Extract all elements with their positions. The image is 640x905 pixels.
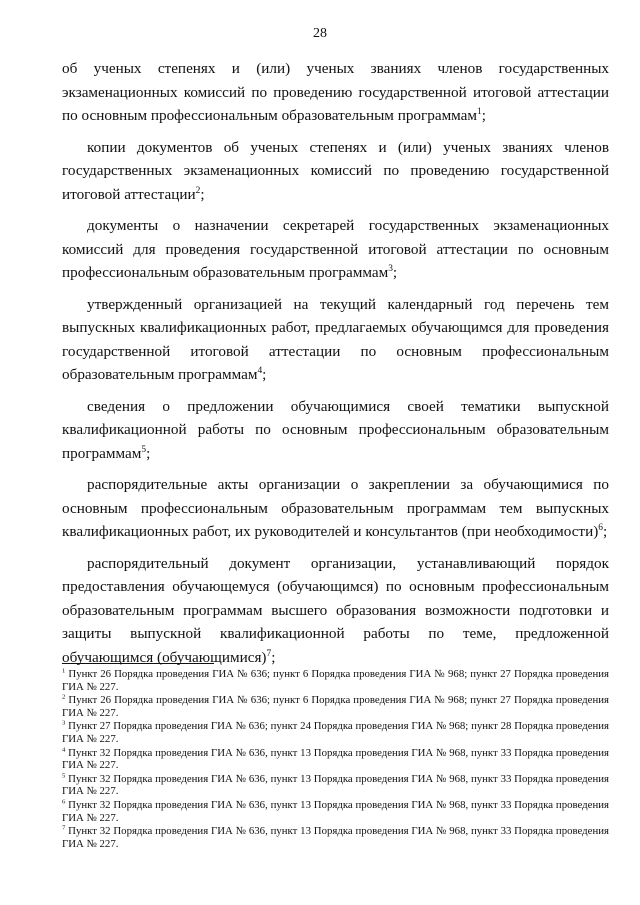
paragraph-tail: ; <box>200 185 205 203</box>
footnote-2 <box>62 694 609 719</box>
main-text <box>62 57 609 677</box>
footnote-ref: 5 <box>141 444 147 455</box>
footnote-mark: 2 <box>62 693 66 701</box>
footnote-ref: 1 <box>477 106 482 117</box>
paragraph-2 <box>62 136 609 207</box>
footnote-text: Пункт 26 Порядка проведения ГИА № 636; пункт 6 Порядка проведения ГИА № 968; пункт 27 Порядка проведения ГИА № 227. <box>62 668 609 693</box>
footnotes <box>62 668 609 851</box>
paragraph-1 <box>62 57 609 128</box>
paragraph-text: сведения о предложении обучающимися своей тематики выпускной квалификационной работы по основным профессиональным образовательным программам <box>62 397 609 462</box>
paragraph-tail: ; <box>262 366 267 383</box>
footnote-text: Пункт 26 Порядка проведения ГИА № 636; пункт 6 Порядка проведения ГИА № 968; пункт 27 Порядка проведения ГИА № 227. <box>62 694 609 719</box>
footnote-mark: 1 <box>62 667 66 675</box>
footnote-text: Пункт 32 Порядка проведения ГИА № 636, пункт 13 Порядка проведения ГИА № 968, пункт 33 Порядка проведения ГИА № 227. <box>62 798 609 824</box>
footnote-ref: 6 <box>598 522 603 533</box>
footnote-mark: 4 <box>62 745 66 753</box>
footnote-ref: 4 <box>257 365 263 376</box>
paragraph-text: документы о назначении секретарей государственных экзаменационных комиссий для проведения государственной итоговой аттестации по основным профессиональным образовательным программам <box>62 217 609 281</box>
footnote-text: Пункт 27 Порядка проведения ГИА № 636; пункт 24 Порядка проведения ГИА № 968; пункт 28 Порядка проведения ГИА № 227. <box>62 720 610 745</box>
paragraph-text: утвержденный организацией на текущий календарный год перечень тем выпускных квалификационных работ, предлагаемых обучающимся для проведения государственной итоговой аттестации по основным профессиональным образовательным программам <box>62 295 609 383</box>
footnote-mark: 7 <box>62 824 66 832</box>
footnote-1 <box>62 668 609 693</box>
footnote-text: Пункт 32 Порядка проведения ГИА № 636, пункт 13 Порядка проведения ГИА № 968, пункт 33 Порядка проведения ГИА № 227. <box>62 772 609 798</box>
paragraph-tail: ; <box>271 648 276 666</box>
footnote-ref: 2 <box>195 185 201 196</box>
footnote-text: Пункт 32 Порядка проведения ГИА № 636, пункт 13 Порядка проведения ГИА № 968, пункт 33 Порядка проведения ГИА № 227. <box>62 746 609 772</box>
paragraph-5 <box>62 395 609 466</box>
page-number: 28 <box>313 26 327 41</box>
footnote-ref: 3 <box>388 263 393 274</box>
footnote-3 <box>62 720 609 745</box>
paragraph-6 <box>62 473 609 544</box>
footnote-5 <box>62 773 609 798</box>
paragraph-text: копии документов об ученых степенях и (или) ученых званиях членов государственных экзаменационных комиссий по проведению государственной итоговой аттестации <box>62 138 609 203</box>
footnote-6 <box>62 799 609 824</box>
paragraph-3 <box>62 214 609 285</box>
paragraph-7 <box>62 552 609 670</box>
footnote-4 <box>62 747 609 772</box>
footnote-mark: 6 <box>62 798 66 806</box>
paragraph-tail: ; <box>481 107 486 124</box>
paragraph-text: об ученых степенях и (или) ученых званиях членов государственных экзаменационных комиссий по проведению государственной итоговой аттестации по основным профессиональным образовательным программам <box>62 60 609 124</box>
footnote-separator <box>62 663 214 664</box>
paragraph-tail: ; <box>602 523 608 540</box>
footnote-mark: 3 <box>62 719 66 727</box>
footnote-mark: 5 <box>62 772 66 780</box>
paragraph-tail: ; <box>392 264 398 281</box>
paragraph-text: распорядительные акты организации о закреплении за обучающимися по основным профессиональным образовательным программам тем выпускных квалификационных работ, их руководителей и консультантов (при необходимости) <box>62 476 609 540</box>
footnote-text: Пункт 32 Порядка проведения ГИА № 636, пункт 13 Порядка проведения ГИА № 968, пункт 33 Порядка проведения ГИА № 227. <box>62 825 609 850</box>
paragraph-4 <box>62 293 609 387</box>
footnote-7 <box>62 825 609 850</box>
paragraph-tail: ; <box>146 444 151 462</box>
paragraph-text: распорядительный документ организации, устанавливающий порядок предоставления обучающемуся (обучающимся) по основным профессиональным образовательным программам высшего образования возможности подготовки и защиты выпускной квалификационной работы по теме, предложенной обучающимся (обучающимися) <box>62 554 609 666</box>
footnote-ref: 7 <box>266 648 272 659</box>
